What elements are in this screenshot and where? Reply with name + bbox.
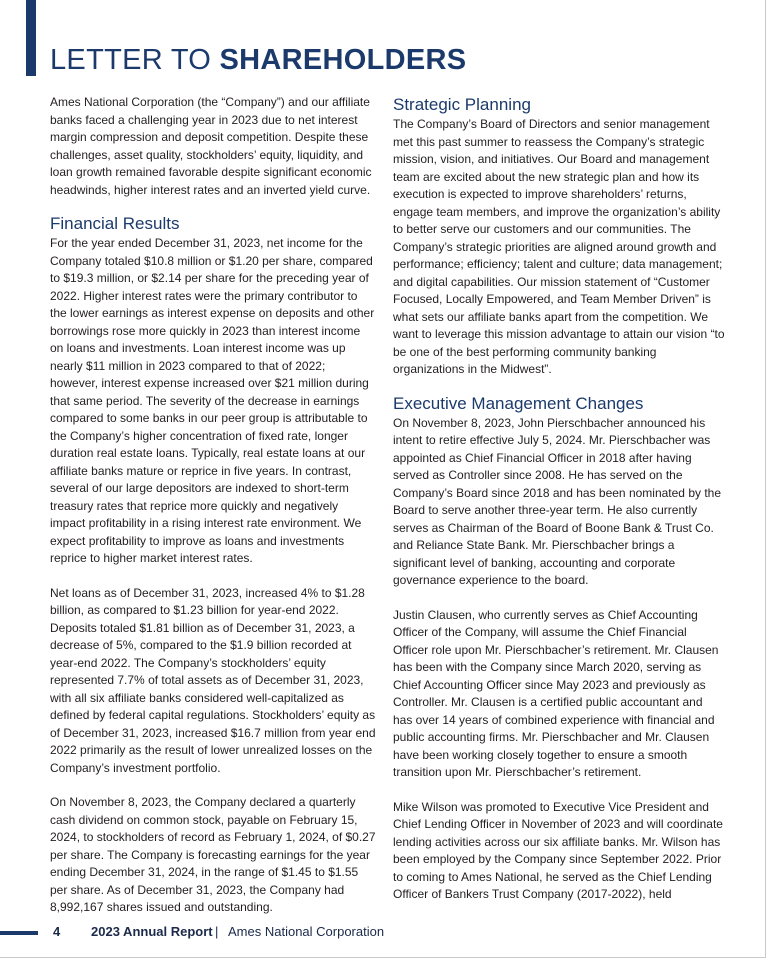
executive-paragraph-2: Justin Clausen, who currently serves as Chief Accounting Officer of the Company, will assume the Chief Financial Officer role upon Mr. Pierschbacher’s retirement. Mr. Clausen has been with the Company since March 2020, serving as Chief Accounting Officer since May 2023 and previously as Controller. Mr. Clausen is a certified public accountant and has over 14 years of combined experience with financial and public accounting firms. Mr. Pierschbacher and Mr. Clausen have been working closely together to ensure a smooth transition upon Mr. Pierschbacher’s retirement.: [393, 607, 719, 779]
footer-report-title: 2023 Annual Report: [91, 924, 213, 939]
strategic-planning-heading: Strategic Planning: [393, 95, 531, 114]
financial-paragraph-1: For the year ended December 31, 2023, net income for the Company totaled $10.8 million or $1.20 per share, compared to $19.3 million, or $2.14 per share for the preceding year of 2022. Higher interest rates were the primary contributor to the lower earnings as interest expense on deposits and other borrowings rose more quickly in 2023 than interest income on loans and investments. Loan interest income was up nearly $11 million in 2023 compared to that of 2022; however, interest expense increased over $21 million during that same period. The severity of the decrease in earnings compared to some banks in our peer group is attributable to the Company’s higher concentration of fixed rate, longer duration real estate loans. Typically, real estate loans at our affiliate banks mature or reprice in five years. In contrast, several of our large depositors are indexed to short-term treasury rates that reprice more quickly and negatively impact profitability in a rising interest rate environment. We expect profitability to improve as loans and investments reprice to higher market interest rates.: [50, 236, 375, 565]
financial-paragraph-3: On November 8, 2023, the Company declared a quarterly cash dividend on common stock, payable on February 15, 2024, to stockholders of record as February 1, 2024, of $0.27 per share. The Company is forecasting earnings for the year ending December 31, 2024, in the range of $1.45 to $1.55 per share. As of December 31, 2023, the Company had 8,992,167 shares issued and outstanding.: [50, 795, 376, 914]
title-accent-bar: [26, 0, 36, 76]
executive-paragraph-3: Mike Wilson was promoted to Executive Vice President and Chief Lending Officer in November of 2023 and will coordinate lending activities across our six affiliate banks. Mr. Wilson has been employed by the Company since September 2022. Prior to coming to Ames National, he served as the Chief Lending Officer of Bankers Trust Company (2017-2022), held: [393, 799, 723, 901]
intro-paragraph: Ames National Corporation (the “Company”) and our affiliate banks faced a challenging year in 2023 due to net interest margin compression and deposit competition. Despite these challenges, asset quality, stockholders’ equity, liquidity, and loan growth remained favorable despite significant economic headwinds, higher interest rates and an inverted yield curve.: [50, 95, 372, 197]
footer-separator: |: [215, 924, 219, 939]
title-bold: SHAREHOLDERS: [219, 44, 467, 76]
footer-company-name: Ames National Corporation: [228, 924, 385, 939]
financial-results-heading: Financial Results: [50, 214, 180, 233]
left-column: [50, 94, 376, 917]
title-light: LETTER TO: [50, 44, 212, 76]
right-column: [393, 94, 725, 904]
financial-paragraph-2: Net loans as of December 31, 2023, increased 4% to $1.28 billion, as compared to $1.23 billion for year-end 2022. Deposits totaled $1.81 billion as of December 31, 2023, a decrease of 5%, compared to the $1.9 billion recorded at year-end 2022. The Company’s stockholders’ equity represented 7.7% of total assets as of December 31, 2023, with all six affiliate banks considered well-capitalized as defined by federal capital regulations. Stockholders’ equity as of December 31, 2023, increased $16.7 million from year end 2022 primarily as the result of lower unrealized losses on the Company’s investment portfolio.: [50, 585, 376, 775]
strategic-paragraph: The Company’s Board of Directors and senior management met this past summer to reassess the Company’s strategic mission, vision, and initiatives. Our Board and management team are excited about the new strategic plan and how its execution is expected to improve shareholders’ returns, engage team members, and improve the organization’s ability to better serve our customers and our communities. The Company’s strategic priorities are aligned around growth and performance; efficiency; talent and culture; data management; and digital capabilities. Our mission statement of “Customer Focused, Locally Empowered, and Team Member Driven” is what sets our affiliate banks apart from the competition. We want to leverage this mission advantage to attain our vision “to be one of the best performing community banking organizations in the Midwest”.: [393, 117, 725, 376]
executive-changes-heading: Executive Management Changes: [393, 393, 644, 413]
footer-accent-rule: [0, 931, 38, 935]
page-title: [50, 40, 466, 80]
page-footer: [0, 922, 768, 942]
executive-paragraph-1: On November 8, 2023, John Pierschbacher announced his intent to retire effective July 5, 2024. Mr. Pierschbacher was appointed as Chief Financial Officer in 2018 after having served as Controller since 2008. He has served on the Company’s Board since 2018 and has been nominated by the Board to serve another three-year term. He also currently serves as Chairman of the Board of Boone Bank & Trust Co. and Reliance State Bank. Mr. Pierschbacher brings a significant level of banking, accounting and corporate governance experience to the board.: [393, 415, 722, 587]
page-number: 4: [53, 924, 61, 939]
